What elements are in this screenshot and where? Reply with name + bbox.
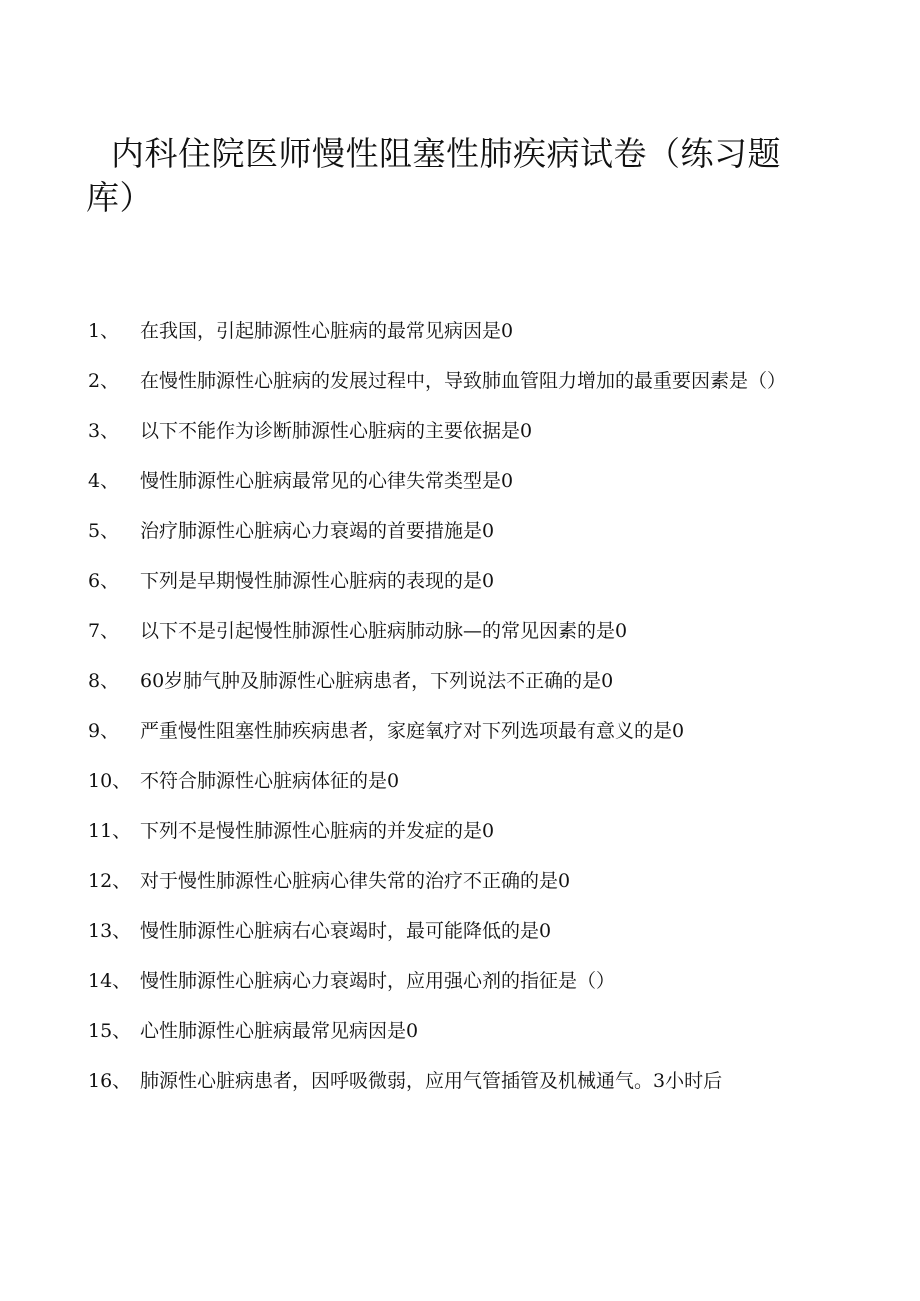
question-item — [88, 356, 823, 406]
question-number: 5、 — [88, 520, 120, 542]
question-item — [88, 606, 823, 656]
question-text: 以下不是引起慢性肺源性心脏病肺动脉—的常见因素的是0 — [140, 620, 628, 642]
question-text: 下列不是慢性肺源性心脏病的并发症的是0 — [140, 820, 495, 842]
question-number: 1、 — [88, 320, 120, 342]
question-number: 9、 — [88, 720, 120, 742]
question-text: 心性肺源性心脏病最常见病因是0 — [140, 1020, 419, 1042]
question-item — [88, 756, 823, 806]
question-number: 7、 — [88, 620, 120, 642]
question-number: 14、 — [88, 970, 132, 992]
question-text: 以下不能作为诊断肺源性心脏病的主要依据是0 — [140, 420, 533, 442]
question-text: 慢性肺源性心脏病心力衰竭时，应用强心剂的指征是（） — [140, 970, 616, 992]
question-number: 8、 — [88, 670, 120, 692]
question-item — [88, 406, 823, 456]
question-number: 2、 — [88, 370, 120, 392]
document-title: 内科住院医师慢性阻塞性肺疾病试卷（练习题库） — [86, 134, 781, 217]
question-number: 13、 — [88, 920, 132, 942]
question-number: 3、 — [88, 420, 120, 442]
question-text: 严重慢性阻塞性肺疾病患者，家庭氧疗对下列选项最有意义的是0 — [140, 720, 685, 742]
question-number: 12、 — [88, 870, 132, 892]
question-text: 下列是早期慢性肺源性心脏病的表现的是0 — [140, 570, 495, 592]
question-item — [88, 806, 823, 856]
question-text: 对于慢性肺源性心脏病心律失常的治疗不正确的是0 — [140, 870, 571, 892]
question-number: 15、 — [88, 1020, 132, 1042]
question-item — [88, 906, 823, 956]
question-text: 在我国，引起肺源性心脏病的最常见病因是0 — [140, 320, 514, 342]
question-item — [88, 456, 823, 506]
question-text: 在慢性肺源性心脏病的发展过程中，导致肺血管阻力增加的最重要因素是（） — [140, 370, 787, 392]
question-item — [88, 306, 823, 356]
question-number: 11、 — [88, 820, 132, 842]
question-number: 10、 — [88, 770, 132, 792]
question-text: 慢性肺源性心脏病最常见的心律失常类型是0 — [140, 470, 514, 492]
question-text: 肺源性心脏病患者，因呼吸微弱，应用气管插管及机械通气。3小时后 — [140, 1070, 723, 1092]
question-number: 4、 — [88, 470, 120, 492]
question-item — [88, 656, 823, 706]
question-number: 6、 — [88, 570, 120, 592]
question-item — [88, 556, 823, 606]
question-item — [88, 1006, 823, 1056]
question-item — [88, 1056, 823, 1106]
question-item — [88, 506, 823, 556]
question-list — [88, 306, 823, 1106]
question-item — [88, 706, 823, 756]
question-number: 16、 — [88, 1070, 132, 1092]
question-text: 不符合肺源性心脏病体征的是0 — [140, 770, 400, 792]
question-text: 60岁肺气肿及肺源性心脏病患者，下列说法不正确的是0 — [140, 670, 614, 692]
question-item — [88, 956, 823, 1006]
question-item — [88, 856, 823, 906]
question-text: 治疗肺源性心脏病心力衰竭的首要措施是0 — [140, 520, 495, 542]
question-text: 慢性肺源性心脏病右心衰竭时，最可能降低的是0 — [140, 920, 552, 942]
